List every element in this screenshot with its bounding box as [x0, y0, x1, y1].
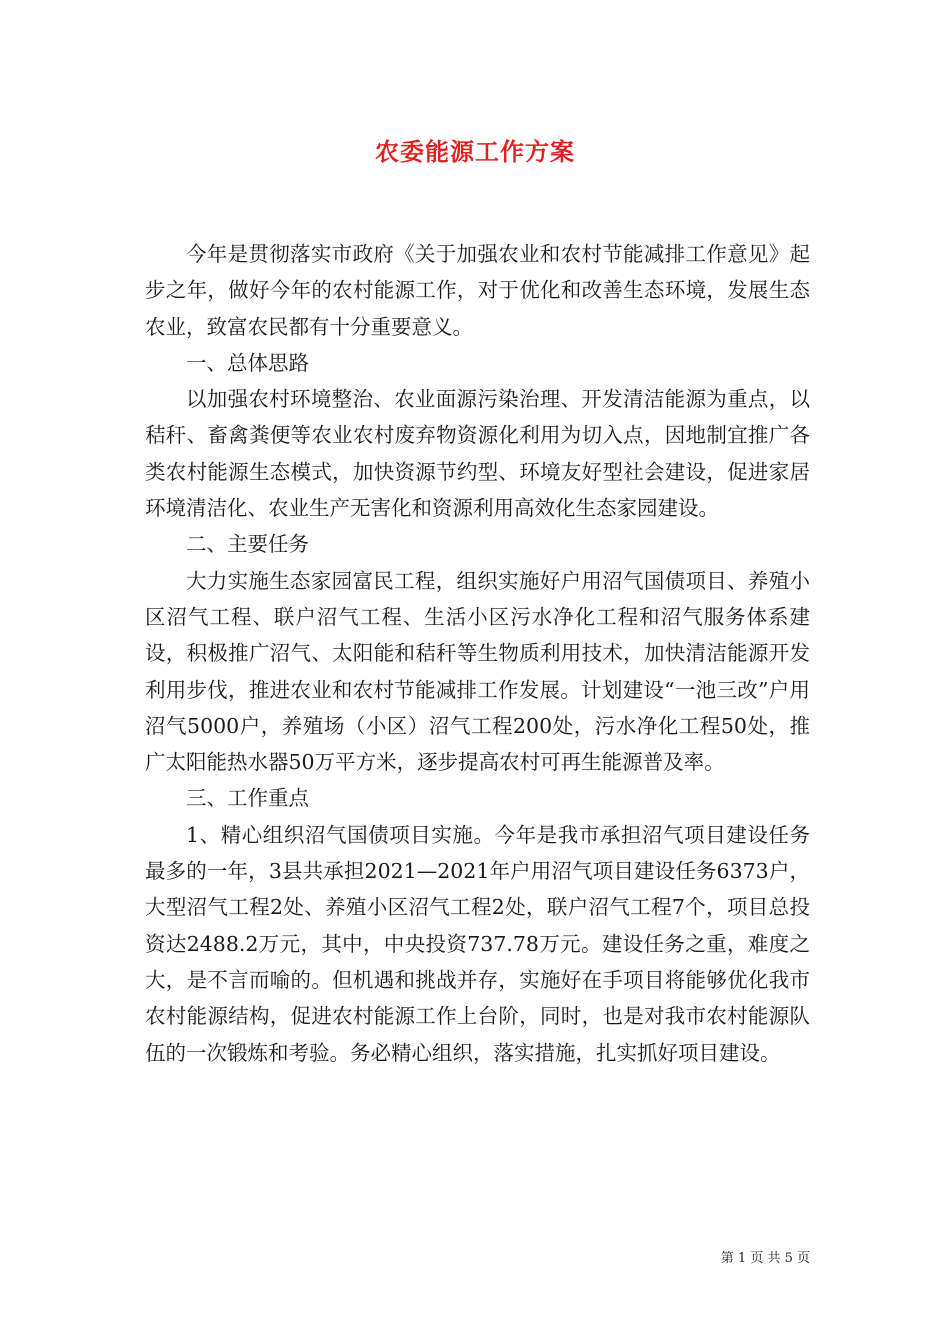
section-1-paragraph: 以加强农村环境整治、农业面源污染治理、开发清洁能源为重点，以秸秆、畜禽粪便等农业农村废弃物资源化利用为切入点，因地制宜推广各类农村能源生态模式，加快资源节约型、环境友好型社会建设，促进家居环境清洁化、农业生产无害化和资源利用高效化生态家园建设。	[145, 387, 810, 521]
section-3-heading: 三、工作重点	[186, 786, 309, 811]
section-1-heading: 一、总体思路	[186, 350, 309, 375]
section-3-item-1-paragraph: 1、精心组织沼气国债项目实施。今年是我市承担沼气项目建设任务最多的一年，3县共承担2021—2021年户用沼气项目建设任务6373户，大型沼气工程2处、养殖小区沼气工程2处，联户沼气工程7个，项目总投资达2488.2万元，其中，中央投资737.78万元。建设任务之重，难度之大，是不言而喻的。但机遇和挑战并存，实施好在手项目将能够优化我市农村能源结构，促进农村能源工作上台阶，同时，也是对我市农村能源队伍的一次锻炼和考验。务必精心组织，落实措施，扎实抓好项目建设。	[145, 822, 810, 1065]
intro-paragraph: 今年是贯彻落实市政府《关于加强农业和农村节能减排工作意见》起步之年，做好今年的农村能源工作，对于优化和改善生态环境，发展生态农业，致富农民都有十分重要意义。	[145, 242, 810, 339]
section-2-heading: 二、主要任务	[186, 532, 309, 557]
section-2-paragraph: 大力实施生态家园富民工程，组织实施好户用沼气国债项目、养殖小区沼气工程、联户沼气工程、生活小区污水净化工程和沼气服务体系建设，积极推广沼气、太阳能和秸秆等生物质利用技术，加快清洁能源开发利用步伐，推进农业和农村节能减排工作发展。计划建设“一池三改”户用沼气5000户，养殖场（小区）沼气工程200处，污水净化工程50处，推广太阳能热水器50万平方米，逐步提高农村可再生能源普及率。	[145, 568, 810, 775]
document-body	[145, 236, 810, 1071]
document-title: 农委能源工作方案	[375, 137, 575, 166]
page-number: 第 1 页 共 5 页	[720, 1251, 810, 1266]
